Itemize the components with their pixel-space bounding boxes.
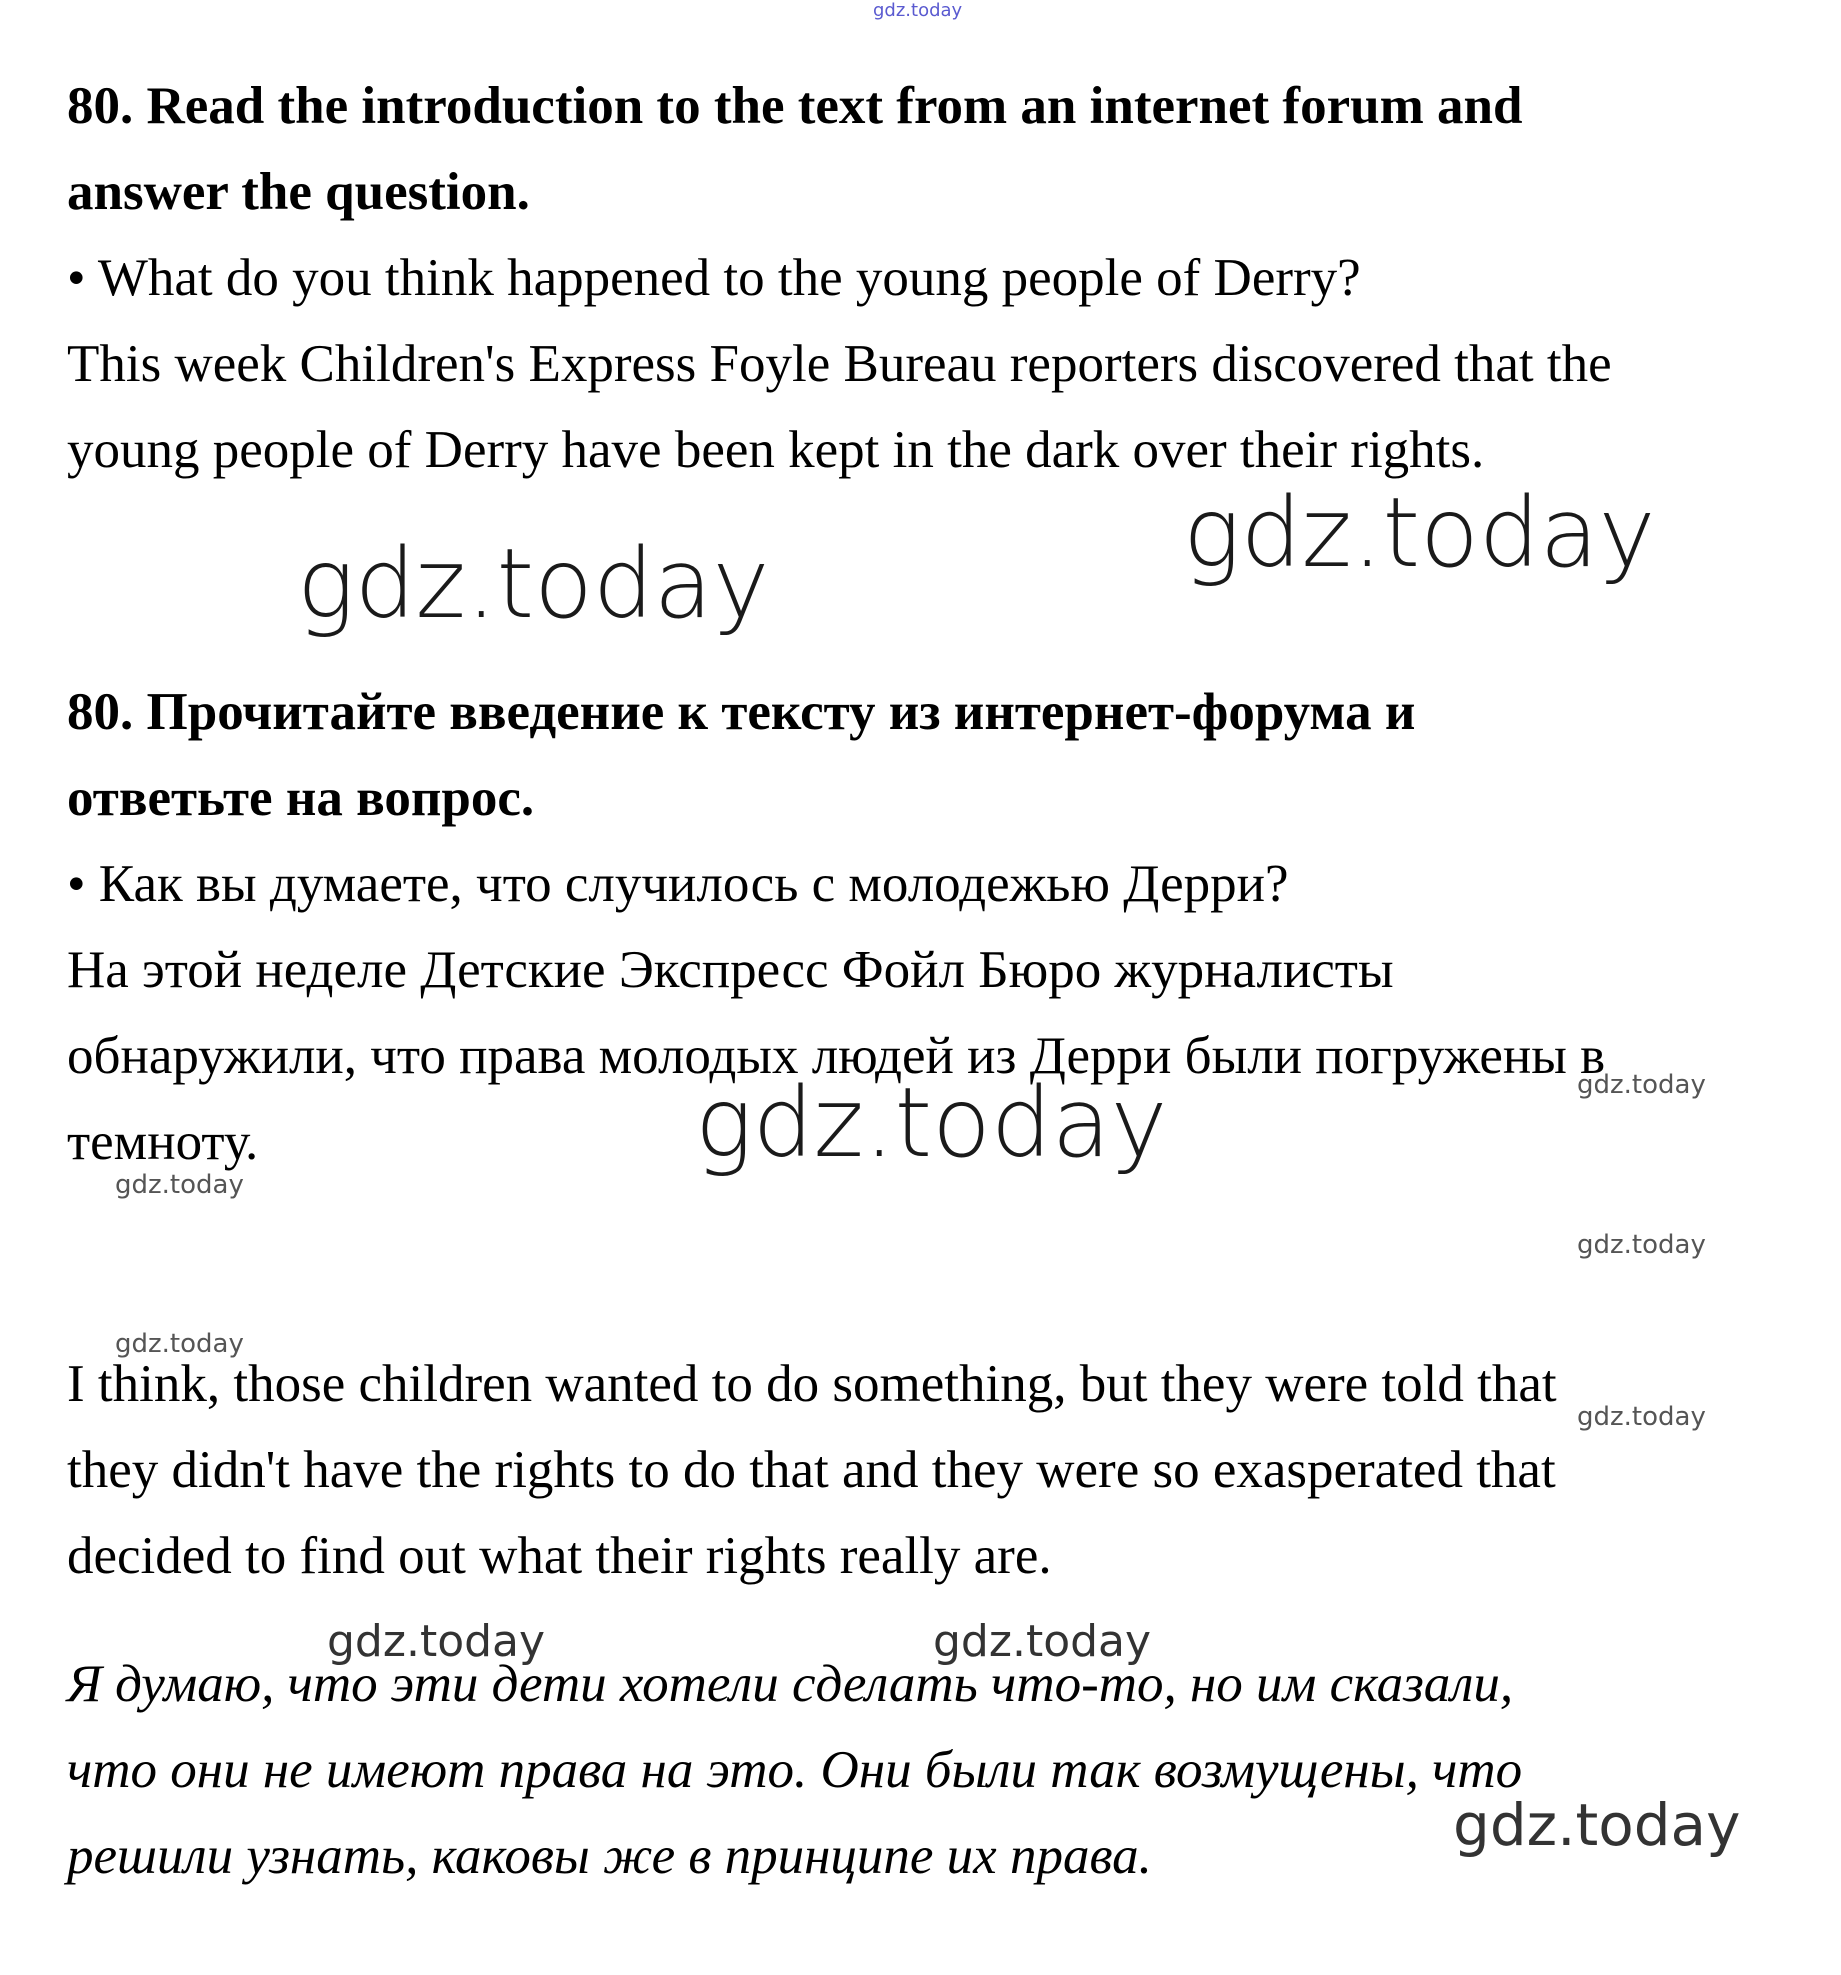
watermark-large-2: gdz.today xyxy=(297,528,770,640)
watermark-small-5: gdz.today xyxy=(1577,1402,1706,1432)
task-intro-ru-line2: обнаружили, что права молодых людей из Дерри были погружены в xyxy=(67,1027,1606,1085)
watermark-medium-3: gdz.today xyxy=(1453,1791,1741,1859)
answer-en-line1: I think, those children wanted to do something, but they were told that xyxy=(67,1355,1557,1413)
watermark-small-4: gdz.today xyxy=(115,1329,244,1359)
task-heading-en-line1: 80. Read the introduction to the text from an internet forum and xyxy=(67,77,1523,135)
watermark-large-1: gdz.today xyxy=(1183,477,1656,589)
task-question-ru: • Как вы думаете, что случилось с молодежью Дерри? xyxy=(67,855,1289,913)
watermark-small-1: gdz.today xyxy=(1577,1070,1706,1100)
answer-ru-line1: Я думаю, что эти дети хотели сделать что-то, но им сказали, xyxy=(67,1655,1514,1713)
answer-ru-line2: что они не имеют права на это. Они были так возмущены, что xyxy=(67,1741,1523,1799)
task-intro-en-line2: young people of Derry have been kept in the dark over their rights. xyxy=(67,421,1485,479)
task-intro-ru-line1: На этой неделе Детские Экспресс Фойл Бюро журналисты xyxy=(67,941,1394,999)
watermark-large-3: gdz.today xyxy=(695,1067,1168,1179)
watermark-small-3: gdz.today xyxy=(1577,1230,1706,1260)
answer-en-line3: decided to find out what their rights really are. xyxy=(67,1527,1052,1585)
task-intro-ru-line3: темноту. xyxy=(67,1113,259,1171)
task-question-en: • What do you think happened to the young people of Derry? xyxy=(67,249,1361,307)
task-heading-ru-line1: 80. Прочитайте введение к тексту из интернет-форума и xyxy=(67,683,1416,741)
answer-en-line2: they didn't have the rights to do that and they were so exasperated that xyxy=(67,1441,1556,1499)
task-intro-en-line1: This week Children's Express Foyle Bureau reporters discovered that the xyxy=(67,335,1612,393)
watermark-small-2: gdz.today xyxy=(115,1170,244,1200)
task-heading-ru-line2: ответьте на вопрос. xyxy=(67,769,535,827)
answer-ru-line3: решили узнать, каковы же в принципе их права. xyxy=(67,1827,1152,1885)
watermark-medium-1: gdz.today xyxy=(327,1616,546,1667)
watermark-top: gdz.today xyxy=(873,0,963,21)
task-heading-en-line2: answer the question. xyxy=(67,163,530,221)
watermark-medium-2: gdz.today xyxy=(933,1616,1152,1667)
